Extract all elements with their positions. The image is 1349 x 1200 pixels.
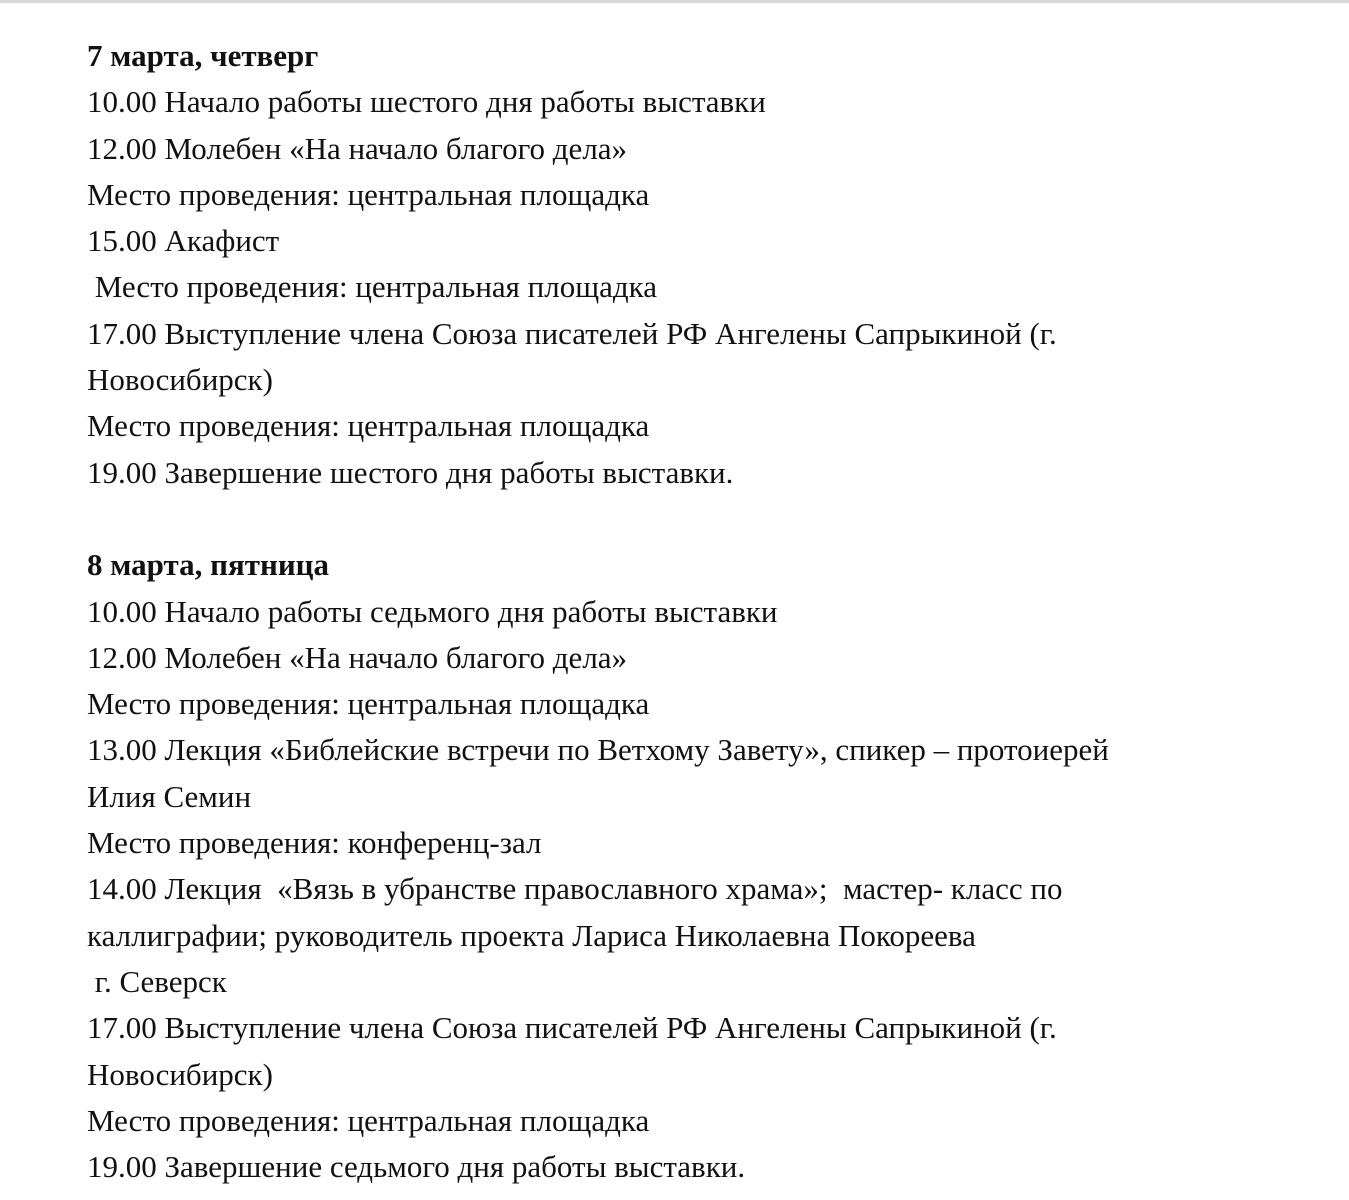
- schedule-line: Илия Семин: [87, 778, 252, 814]
- schedule-line: 19.00 Завершение шестого дня работы выставки.: [87, 454, 734, 490]
- schedule-line: 12.00 Молебен «На начало благого дела»: [87, 130, 628, 166]
- schedule-line: Место проведения: центральная площадка: [87, 1102, 650, 1138]
- day-heading: 8 марта, пятница: [87, 547, 330, 583]
- day-section-7-march: [87, 33, 1317, 496]
- schedule-line: Место проведения: конференц-зал: [87, 825, 542, 861]
- schedule-line: 14.00 Лекция «Вязь в убранстве православного храма»; мастер- класс по: [87, 871, 1063, 907]
- schedule-line: каллиграфии; руководитель проекта Лариса Николаевна Покореева: [87, 917, 976, 953]
- schedule-line: г. Северск: [87, 963, 227, 999]
- top-divider: [0, 0, 1349, 3]
- schedule-line: 12.00 Молебен «На начало благого дела»: [87, 639, 628, 675]
- schedule-line: 17.00 Выступление члена Союза писателей РФ Ангелены Сапрыкиной (г.: [87, 1010, 1057, 1046]
- schedule-line: 19.00 Завершение седьмого дня работы выставки.: [87, 1149, 746, 1185]
- schedule-line: 10.00 Начало работы седьмого дня работы выставки: [87, 593, 778, 629]
- section-spacer: [87, 496, 1317, 542]
- schedule-line: Место проведения: центральная площадка: [87, 176, 650, 212]
- schedule-line: Новосибирск): [87, 1056, 273, 1092]
- schedule-line: 13.00 Лекция «Библейские встречи по Ветхому Завету», спикер – протоиерей: [87, 732, 1109, 768]
- schedule-line: Место проведения: центральная площадка: [87, 408, 650, 444]
- day-section-8-march: [87, 542, 1317, 1190]
- schedule-line: 17.00 Выступление члена Союза писателей РФ Ангелены Сапрыкиной (г.: [87, 315, 1057, 351]
- schedule-line: Новосибирск): [87, 362, 273, 398]
- schedule-line: 10.00 Начало работы шестого дня работы выставки: [87, 84, 766, 120]
- schedule-document: [87, 33, 1317, 1190]
- schedule-line: Место проведения: центральная площадка: [87, 269, 657, 305]
- day-heading: 7 марта, четверг: [87, 38, 319, 73]
- schedule-line: Место проведения: центральная площадка: [87, 686, 650, 722]
- schedule-line: 15.00 Акафист: [87, 223, 280, 259]
